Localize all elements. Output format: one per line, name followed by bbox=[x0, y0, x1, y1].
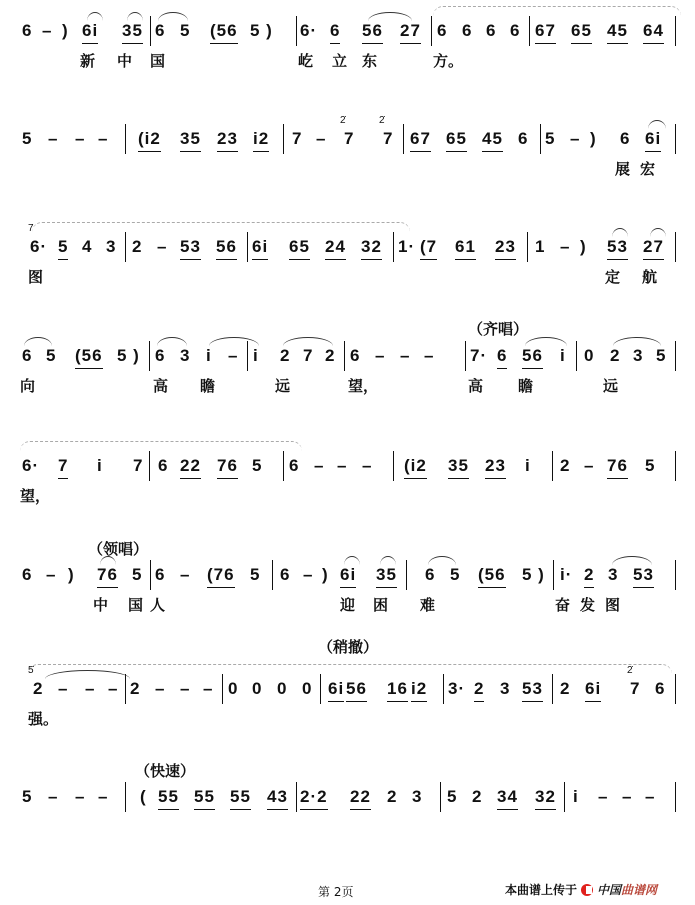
note: 7 bbox=[58, 455, 68, 479]
note: (56 bbox=[75, 345, 103, 369]
slur-arc bbox=[158, 12, 188, 21]
note: 5 bbox=[46, 346, 57, 365]
note: 53 bbox=[607, 236, 628, 260]
lyric-char: 远 bbox=[275, 377, 291, 395]
note: 6 bbox=[497, 345, 507, 369]
note: 5 bbox=[250, 565, 261, 584]
note: 76 bbox=[607, 455, 628, 479]
note: – bbox=[303, 565, 314, 584]
note: 32 bbox=[535, 786, 556, 810]
note: – bbox=[75, 129, 86, 148]
slur-arc bbox=[612, 228, 628, 237]
note: 3 bbox=[608, 565, 619, 584]
barline bbox=[675, 16, 676, 46]
note: 6· bbox=[300, 21, 318, 40]
performance-annotation: （快速） bbox=[135, 762, 196, 780]
note: (7 bbox=[420, 236, 437, 260]
phrase-mark bbox=[32, 222, 410, 233]
performance-annotation: （领唱） bbox=[88, 540, 149, 558]
note: 2 bbox=[610, 346, 621, 365]
note: – bbox=[424, 346, 435, 365]
barline bbox=[296, 16, 297, 46]
note: 6 bbox=[280, 565, 291, 584]
note: 22 bbox=[350, 786, 371, 810]
barline bbox=[283, 451, 284, 481]
note: 2 bbox=[387, 787, 398, 806]
lyric-char: 中 bbox=[117, 52, 133, 70]
barline bbox=[247, 232, 248, 262]
note: – bbox=[180, 565, 191, 584]
note: (76 bbox=[207, 564, 235, 588]
note: 2 bbox=[33, 679, 44, 698]
note: – bbox=[58, 679, 69, 698]
note: i2 bbox=[411, 678, 427, 702]
barline bbox=[320, 674, 321, 704]
note: 53 bbox=[522, 678, 543, 702]
note: 3· bbox=[448, 679, 466, 698]
note: 5 bbox=[545, 129, 556, 148]
lyric-char: 国 bbox=[128, 596, 144, 614]
note: – bbox=[400, 346, 411, 365]
note-row bbox=[0, 223, 695, 266]
barline bbox=[150, 560, 151, 590]
note: ) bbox=[68, 565, 75, 584]
lyric-char: 航 bbox=[642, 268, 658, 286]
barline bbox=[675, 341, 676, 371]
note: – bbox=[157, 237, 168, 256]
barline bbox=[406, 560, 407, 590]
note: – bbox=[645, 787, 656, 806]
site-name-part1: 中国 bbox=[597, 883, 622, 897]
barline bbox=[675, 124, 676, 154]
note: 3 bbox=[180, 346, 191, 365]
note: 23 bbox=[495, 236, 516, 260]
slur-arc bbox=[87, 12, 103, 21]
barline bbox=[125, 232, 126, 262]
note: 55 bbox=[230, 786, 251, 810]
note: 65 bbox=[289, 236, 310, 260]
note: – bbox=[570, 129, 581, 148]
note: 7 bbox=[133, 456, 144, 475]
lyric-char: 新 bbox=[80, 52, 96, 70]
note: 35 bbox=[376, 564, 397, 588]
lyric-char: 方。 bbox=[433, 52, 464, 70]
phrase-mark bbox=[433, 6, 681, 17]
note: 5 ) bbox=[250, 21, 273, 40]
lyric-char: 强。 bbox=[28, 710, 59, 728]
note: – bbox=[375, 346, 386, 365]
note-row bbox=[0, 455, 695, 485]
note: 7 bbox=[383, 129, 394, 148]
lyric-char: 迎 bbox=[340, 596, 356, 614]
note: 56 bbox=[362, 20, 383, 44]
staff-system bbox=[0, 223, 695, 296]
note: 6i bbox=[252, 236, 268, 260]
note: 2 bbox=[325, 346, 336, 365]
note: 22 bbox=[180, 455, 201, 479]
note: 35 bbox=[448, 455, 469, 479]
note: 0 bbox=[277, 679, 288, 698]
barline bbox=[675, 782, 676, 812]
note: – bbox=[180, 679, 191, 698]
note-row bbox=[0, 564, 695, 594]
slur-arc bbox=[428, 556, 456, 565]
note: – bbox=[362, 456, 373, 475]
note: 2 bbox=[560, 679, 571, 698]
note: 61 bbox=[455, 236, 476, 260]
note: 65 bbox=[571, 20, 592, 44]
note: 7 bbox=[344, 129, 355, 148]
note: ) bbox=[322, 565, 329, 584]
note: 6 bbox=[350, 346, 361, 365]
lyric-char: 高 bbox=[468, 377, 484, 395]
note: (56 bbox=[478, 564, 506, 588]
note: 56 bbox=[216, 236, 237, 260]
grace-note: 7 bbox=[28, 223, 34, 234]
note: 6 bbox=[462, 21, 473, 40]
site-logo-icon bbox=[581, 884, 593, 896]
barline bbox=[393, 232, 394, 262]
slur-arc bbox=[24, 337, 52, 346]
note: 2·2 bbox=[300, 786, 328, 810]
lyric-char: 图 bbox=[605, 596, 621, 614]
slur-arc bbox=[613, 337, 661, 346]
note: i bbox=[97, 456, 103, 475]
note: – bbox=[42, 21, 53, 40]
note-row bbox=[0, 786, 695, 816]
phrase-mark bbox=[20, 441, 302, 452]
source-label: 本曲谱上传于 bbox=[505, 883, 578, 897]
slur-arc bbox=[612, 556, 652, 565]
note: 16 bbox=[387, 678, 408, 702]
note: – bbox=[598, 787, 609, 806]
note: 5 ) bbox=[522, 565, 545, 584]
lyric-char: 高 bbox=[153, 377, 169, 395]
slur-arc bbox=[380, 556, 396, 565]
lyric-char: 人 bbox=[150, 596, 166, 614]
barline bbox=[540, 124, 541, 154]
lyric-char: 屹 bbox=[298, 52, 314, 70]
note: 53 bbox=[633, 564, 654, 588]
note: 56 bbox=[346, 678, 367, 702]
note: i bbox=[560, 346, 566, 365]
note: – bbox=[46, 565, 57, 584]
note: 64 bbox=[643, 20, 664, 44]
barline bbox=[465, 341, 466, 371]
note: – bbox=[560, 237, 571, 256]
note: 2 bbox=[280, 346, 291, 365]
note: 32 bbox=[361, 236, 382, 260]
staff-system bbox=[0, 786, 695, 846]
note: 2 bbox=[584, 564, 594, 588]
performance-annotation: （稍撤） bbox=[318, 638, 379, 656]
lyric-char: 奋 bbox=[555, 596, 571, 614]
note: 6 bbox=[22, 21, 33, 40]
note: 6 bbox=[620, 129, 631, 148]
slur-arc bbox=[209, 337, 259, 346]
barline bbox=[675, 560, 676, 590]
note: 55 bbox=[194, 786, 215, 810]
lyric-char: 发 bbox=[580, 596, 596, 614]
note: 45 bbox=[607, 20, 628, 44]
note: 3 bbox=[412, 787, 423, 806]
barline bbox=[675, 674, 676, 704]
note: 3 bbox=[106, 237, 117, 256]
lyric-char: 向 bbox=[20, 377, 36, 395]
note: 43 bbox=[267, 786, 288, 810]
staff-system bbox=[0, 115, 695, 188]
note: 5 bbox=[656, 346, 667, 365]
note: (i2 bbox=[404, 455, 427, 479]
note: 65 bbox=[446, 128, 467, 152]
barline bbox=[344, 341, 345, 371]
note: 6 bbox=[22, 565, 33, 584]
note-row bbox=[0, 345, 695, 375]
note: ) bbox=[580, 237, 587, 256]
note: 6i bbox=[585, 678, 601, 702]
note: i bbox=[253, 346, 259, 365]
note: 2 bbox=[474, 678, 484, 702]
barline bbox=[125, 124, 126, 154]
note: 7 bbox=[303, 346, 314, 365]
note: 6 bbox=[155, 565, 166, 584]
note: 6i bbox=[82, 20, 98, 44]
note: 53 bbox=[180, 236, 201, 260]
note: 5 bbox=[450, 565, 461, 584]
note: 6· bbox=[22, 456, 40, 475]
grace-note: 2̇ bbox=[627, 665, 633, 676]
note: 55 bbox=[158, 786, 179, 810]
lyric-char: 远 bbox=[603, 377, 619, 395]
note: 35 bbox=[180, 128, 201, 152]
note-row bbox=[0, 115, 695, 158]
note: 6 bbox=[437, 21, 448, 40]
lyric-char: 国 bbox=[150, 52, 166, 70]
note: 2 bbox=[472, 787, 483, 806]
page-number: 第 2页 bbox=[318, 885, 354, 899]
note: 45 bbox=[482, 128, 503, 152]
phrase-mark bbox=[28, 664, 672, 675]
barline bbox=[149, 451, 150, 481]
performance-annotation: （齐唱） bbox=[468, 320, 529, 338]
slur-arc bbox=[127, 12, 143, 21]
barline bbox=[296, 782, 297, 812]
note: 6 bbox=[155, 346, 166, 365]
note: 7· bbox=[470, 346, 488, 365]
note: – bbox=[228, 346, 239, 365]
note: 6 bbox=[510, 21, 521, 40]
lyric-char: 望， bbox=[348, 377, 379, 395]
note: 5 bbox=[252, 456, 263, 475]
slur-arc bbox=[283, 337, 333, 346]
barline bbox=[222, 674, 223, 704]
note: 6· bbox=[30, 237, 48, 256]
note: 3 bbox=[500, 679, 511, 698]
note: 56 bbox=[522, 345, 543, 369]
note: 5 ) bbox=[117, 346, 140, 365]
note: 2 bbox=[560, 456, 571, 475]
note: 27 bbox=[400, 20, 421, 44]
note: 5 bbox=[180, 21, 191, 40]
staff-system bbox=[0, 20, 695, 80]
note: – bbox=[98, 787, 109, 806]
note: 5 bbox=[22, 787, 33, 806]
barline bbox=[272, 560, 273, 590]
note: – bbox=[48, 787, 59, 806]
note: i· bbox=[560, 565, 573, 584]
note: 6 bbox=[22, 346, 33, 365]
slur-arc bbox=[157, 337, 187, 346]
barline bbox=[552, 451, 553, 481]
note: 3 bbox=[633, 346, 644, 365]
note: – bbox=[584, 456, 595, 475]
note: ) bbox=[590, 129, 597, 148]
note-row bbox=[0, 20, 695, 50]
note: 67 bbox=[410, 128, 431, 152]
lyric-char: 图 bbox=[28, 268, 44, 286]
slur-arc bbox=[344, 556, 360, 565]
note: 23 bbox=[485, 455, 506, 479]
lyric-char: 中 bbox=[93, 596, 109, 614]
barline bbox=[149, 341, 150, 371]
note: 76 bbox=[97, 564, 118, 588]
note: 5 bbox=[447, 787, 458, 806]
note: i bbox=[573, 787, 579, 806]
note: 5 bbox=[132, 565, 143, 584]
note: ( bbox=[140, 787, 147, 806]
slur-arc bbox=[368, 12, 412, 21]
note: 2 bbox=[130, 679, 141, 698]
barline bbox=[576, 341, 577, 371]
slur-arc bbox=[525, 337, 567, 346]
note: – bbox=[98, 129, 109, 148]
barline bbox=[403, 124, 404, 154]
note: (i2 bbox=[138, 128, 161, 152]
note: 6 bbox=[486, 21, 497, 40]
note: 6 bbox=[330, 20, 340, 44]
note: 6 bbox=[425, 565, 436, 584]
note: i2 bbox=[253, 128, 269, 152]
barline bbox=[150, 16, 151, 46]
note: 27 bbox=[643, 236, 664, 260]
note: i bbox=[206, 346, 212, 365]
note: 7 bbox=[630, 679, 641, 698]
staff-system bbox=[0, 665, 695, 738]
barline bbox=[393, 451, 394, 481]
note: 6 bbox=[158, 456, 169, 475]
note: – bbox=[48, 129, 59, 148]
lyric-char: 难 bbox=[420, 596, 436, 614]
note: 5 bbox=[58, 236, 68, 260]
note: – bbox=[316, 129, 327, 148]
note: 6i bbox=[328, 678, 344, 702]
lyric-char: 困 bbox=[373, 596, 389, 614]
note: 24 bbox=[325, 236, 346, 260]
note: 0 bbox=[228, 679, 239, 698]
note: – bbox=[75, 787, 86, 806]
barline bbox=[440, 782, 441, 812]
slur-arc bbox=[648, 120, 666, 129]
note: 2 bbox=[132, 237, 143, 256]
note: 6 bbox=[518, 129, 529, 148]
note: 6i bbox=[340, 564, 356, 588]
staff-system bbox=[0, 345, 695, 405]
barline bbox=[564, 782, 565, 812]
barline bbox=[553, 560, 554, 590]
note: – bbox=[203, 679, 214, 698]
barline bbox=[527, 232, 528, 262]
barline bbox=[552, 674, 553, 704]
source-credit bbox=[505, 881, 657, 898]
lyric-char: 瞻 bbox=[518, 377, 534, 395]
note: – bbox=[155, 679, 166, 698]
grace-note: 2̇ bbox=[379, 115, 385, 126]
note: 23 bbox=[217, 128, 238, 152]
lyric-char: 立 bbox=[332, 52, 348, 70]
note: – bbox=[622, 787, 633, 806]
lyric-char: 瞻 bbox=[200, 377, 216, 395]
grace-note: 2̇ bbox=[340, 115, 346, 126]
note: 6 bbox=[289, 456, 300, 475]
lyric-char: 展 bbox=[615, 160, 631, 178]
grace-note: 5̇ bbox=[28, 665, 34, 676]
note: 6 bbox=[655, 679, 666, 698]
note: 7 bbox=[292, 129, 303, 148]
note: 5 bbox=[22, 129, 33, 148]
barline bbox=[431, 16, 432, 46]
note: 35 bbox=[122, 20, 143, 44]
lyric-char: 东 bbox=[362, 52, 378, 70]
lyric-char: 宏 bbox=[640, 160, 656, 178]
note: – bbox=[108, 679, 119, 698]
note: 0 bbox=[252, 679, 263, 698]
site-name-part2: 曲谱网 bbox=[621, 883, 658, 897]
lyric-char: 望， bbox=[20, 487, 51, 505]
note: 1 bbox=[535, 237, 546, 256]
note: 34 bbox=[497, 786, 518, 810]
barline bbox=[125, 782, 126, 812]
barline bbox=[675, 232, 676, 262]
note: 4 bbox=[82, 237, 93, 256]
note: – bbox=[337, 456, 348, 475]
note: 0 bbox=[584, 346, 595, 365]
note: – bbox=[85, 679, 96, 698]
note: 0 bbox=[302, 679, 313, 698]
note: 1· bbox=[398, 237, 416, 256]
note: 6i bbox=[645, 128, 661, 152]
lyric-char: 定 bbox=[605, 268, 621, 286]
note: (56 bbox=[210, 20, 238, 44]
note: 67 bbox=[535, 20, 556, 44]
note: 6 bbox=[155, 21, 166, 40]
barline bbox=[529, 16, 530, 46]
staff-system bbox=[0, 455, 695, 515]
note: 5 bbox=[645, 456, 656, 475]
note-row bbox=[0, 665, 695, 708]
barline bbox=[443, 674, 444, 704]
barline bbox=[283, 124, 284, 154]
staff-system bbox=[0, 564, 695, 624]
note: – bbox=[314, 456, 325, 475]
note: ) bbox=[62, 21, 69, 40]
slur-arc bbox=[650, 228, 666, 237]
note: i bbox=[525, 456, 531, 475]
note: 76 bbox=[217, 455, 238, 479]
barline bbox=[675, 451, 676, 481]
